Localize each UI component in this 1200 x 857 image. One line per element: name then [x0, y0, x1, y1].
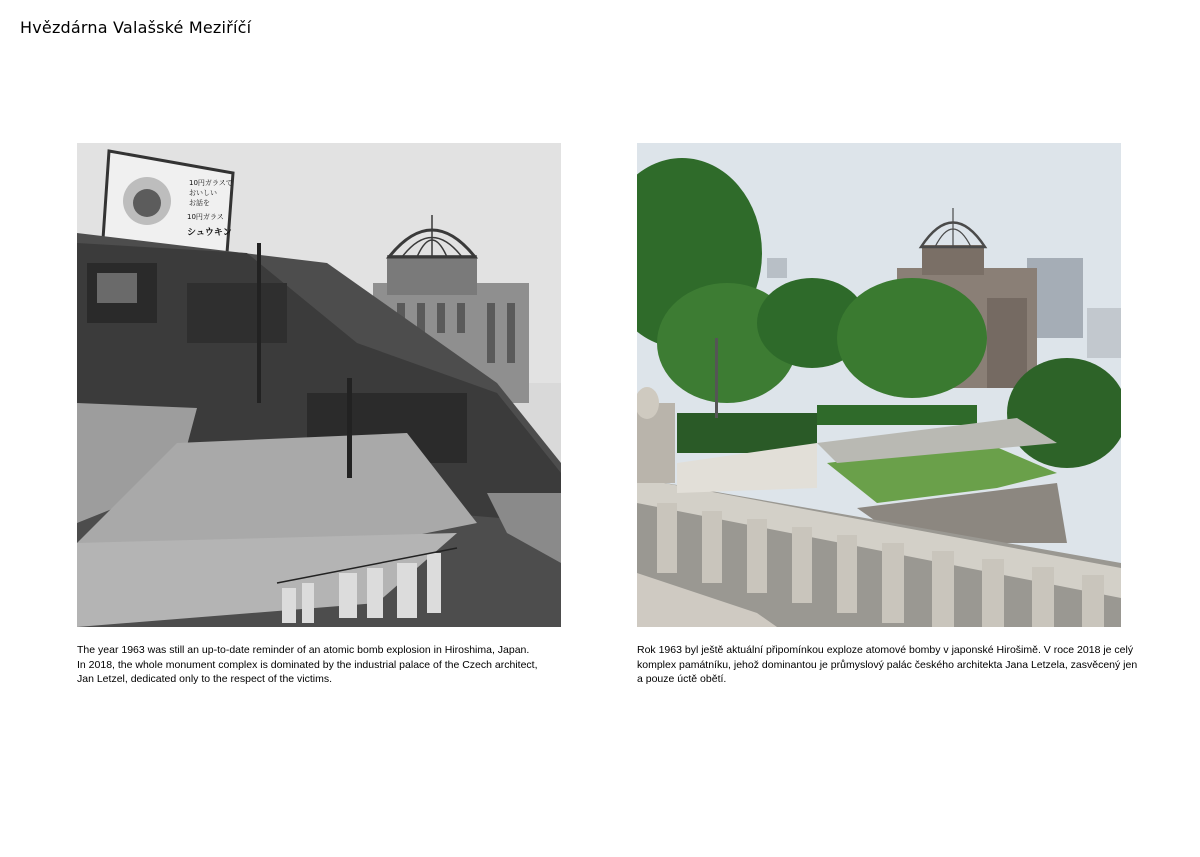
caption-czech-line-3: a pouze úctě obětí. [637, 673, 727, 685]
caption-english [77, 643, 561, 687]
billboard-text-2: おいしい [189, 189, 217, 197]
billboard-text-4: 10円ガラス [187, 213, 224, 221]
photo-1963-hiroshima [77, 143, 561, 627]
caption-english-line-3: Jan Letzel, dedicated only to the respect of the victims. [77, 673, 333, 685]
caption-english-line-1: The year 1963 was still an up-to-date reminder of an atomic bomb explosion in Hiroshima, Japan. [77, 644, 530, 656]
photo-2018-hiroshima [637, 143, 1121, 627]
page-title: Hvězdárna Valašské Meziříčí [20, 18, 252, 37]
caption-czech-line-2: komplex památníku, jehož dominantou je průmyslový palác českého architekta Jana Letzela, zasvěcený jen [637, 658, 1138, 671]
billboard-text-1: 10円ガラスで [189, 179, 233, 187]
caption-english-line-2: In 2018, the whole monument complex is dominated by the industrial palace of the Czech architect, [77, 658, 538, 671]
billboard-text-3: お話を [189, 199, 210, 207]
caption-czech [637, 643, 1138, 687]
billboard-text-5: シュウキン [187, 228, 232, 238]
caption-czech-line-1: Rok 1963 byl ještě aktuální připomínkou exploze atomové bomby v japonské Hirošimě. V roce 2018 je celý [637, 644, 1134, 656]
